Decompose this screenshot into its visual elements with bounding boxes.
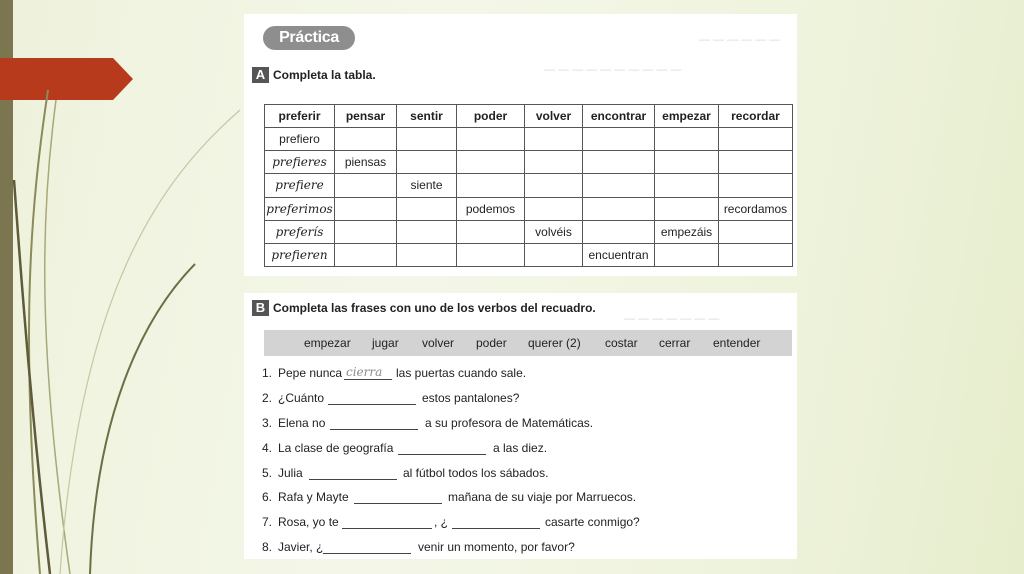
verb-word-box [264,330,792,356]
table-cell [719,174,793,197]
table-cell [583,174,655,197]
table-header-cell: poder [457,105,525,128]
table-cell: encuentran [583,243,655,266]
answer-blank[interactable] [398,454,486,455]
table-cell [335,174,397,197]
table-cell: piensas [335,151,397,174]
answer-blank[interactable] [323,553,411,554]
answer-blank[interactable] [452,528,540,529]
table-cell [335,197,397,220]
table-cell [335,220,397,243]
table-cell [655,243,719,266]
section-a-letter: A [252,67,269,83]
sentence-text-before: Pepe nunca [278,366,343,380]
table-cell [397,243,457,266]
sentence-text-after: a las diez. [493,441,548,455]
table-header-cell: recordar [719,105,793,128]
table-cell [583,197,655,220]
table-cell [719,243,793,266]
table-header-cell: encontrar [583,105,655,128]
table-cell [525,128,583,151]
sentence-text-after: las puertas cuando sale. [396,366,527,380]
table-cell [457,243,525,266]
table-row [265,197,793,220]
answer-blank[interactable] [330,429,418,430]
table-row [265,220,793,243]
table-cell [397,151,457,174]
table-cell-handwritten: preferimos [265,197,335,220]
table-cell [457,151,525,174]
table-cell [397,197,457,220]
verb-conjugation-table [264,104,793,267]
sentence-number: 4. [262,441,273,455]
table-cell: volvéis [525,220,583,243]
table-cell [655,151,719,174]
word-box-item: querer (2) [528,336,581,350]
table-cell [719,220,793,243]
table-cell-handwritten: preferís [265,220,335,243]
sentence-number: 2. [262,391,273,405]
sentence-text-before: Javier, ¿ [278,540,324,554]
table-cell [583,151,655,174]
word-box-item: jugar [372,336,399,350]
sentence-text-before: Elena no [278,416,326,430]
table-cell [525,243,583,266]
table-cell [525,174,583,197]
word-box-item: volver [422,336,455,350]
answer-blank[interactable] [354,503,442,504]
table-row [265,151,793,174]
handwritten-answer: cierra [346,365,383,379]
section-a-instruction: Completa la tabla. [273,68,376,82]
table-cell: prefiero [265,128,335,151]
word-box-item: poder [476,336,507,350]
answer-blank[interactable] [309,479,397,480]
bleed-through-text: — — — — — — — — — — [544,64,682,76]
practice-title-pill: Práctica [263,26,355,50]
table-cell [397,128,457,151]
table-cell-handwritten: prefieren [265,243,335,266]
table-cell [457,220,525,243]
sentence-text-before: Rafa y Mayte [278,490,349,504]
sentence-number: 8. [262,540,273,554]
table-cell: empezáis [655,220,719,243]
table-cell [525,197,583,220]
word-box-item: cerrar [659,336,691,350]
sentence-number: 7. [262,515,273,529]
sentence-text-before: Rosa, yo te [278,515,339,529]
table-cell [525,151,583,174]
sentence-number: 1. [262,366,273,380]
table-cell [655,174,719,197]
table-cell [335,128,397,151]
sentence-text-after: mañana de su viaje por Marruecos. [448,490,637,504]
answer-blank[interactable] [342,528,432,529]
sentence-number: 3. [262,416,273,430]
table-header-cell: pensar [335,105,397,128]
table-cell [335,243,397,266]
table-cell: recordamos [719,197,793,220]
sentence-text-before: Julia [278,466,303,480]
sentence-text-before: ¿Cuánto [278,391,325,405]
word-box-item: costar [605,336,638,350]
table-cell [655,128,719,151]
bleed-through-text: — — — — — — [699,34,781,46]
sentence-number: 6. [262,490,273,504]
table-header-cell: volver [525,105,583,128]
table-header-cell: sentir [397,105,457,128]
word-box-item: empezar [304,336,351,350]
table-cell-handwritten: prefieres [265,151,335,174]
sentence-text-after: al fútbol todos los sábados. [403,466,549,480]
table-cell [397,220,457,243]
table-cell [719,128,793,151]
sentence-text-middle: , ¿ [434,515,448,529]
sentence-text-after: a su profesora de Matemáticas. [425,416,594,430]
table-cell [719,151,793,174]
decorative-swirl-lines [0,90,260,574]
sentence-text-after: estos pantalones? [422,391,520,405]
table-row [265,243,793,266]
table-row [265,174,793,197]
table-row [265,128,793,151]
bleed-through-text: — — — — — — — [624,313,720,325]
answer-blank [344,379,392,380]
section-b-instruction: Completa las frases con uno de los verbos del recuadro. [273,301,596,315]
table-cell [457,128,525,151]
table-cell-handwritten: prefiere [265,174,335,197]
sentence-text-before: La clase de geografía [278,441,394,455]
table-cell [655,197,719,220]
table-header-cell: preferir [265,105,335,128]
section-b-letter: B [252,300,269,316]
sentence-text-after: venir un momento, por favor? [418,540,575,554]
worksheet-section-a [244,14,797,276]
table-cell: siente [397,174,457,197]
table-cell: podemos [457,197,525,220]
word-box-item: entender [713,336,761,350]
sentence-text-after: casarte conmigo? [545,515,640,529]
worksheet-section-b [244,293,797,559]
table-header-cell: empezar [655,105,719,128]
table-header-row [265,105,793,128]
sentence-number: 5. [262,466,273,480]
table-cell [583,220,655,243]
answer-blank[interactable] [328,404,416,405]
table-cell [583,128,655,151]
table-cell [457,174,525,197]
